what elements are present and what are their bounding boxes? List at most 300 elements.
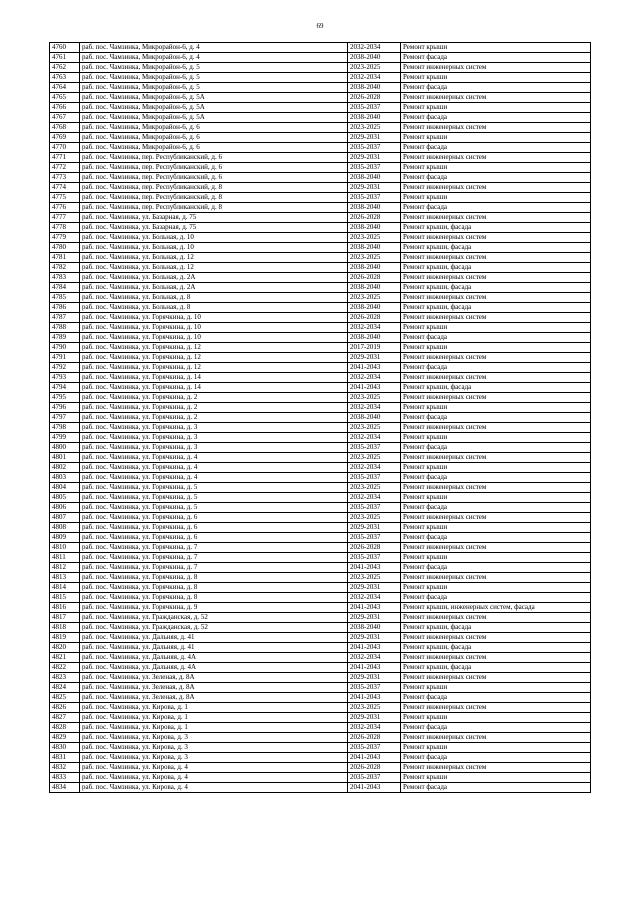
row-number: 4789 bbox=[50, 333, 80, 343]
row-number: 4816 bbox=[50, 603, 80, 613]
address-cell: раб. пос. Чамзинка, ул. Больная, д. 2А bbox=[80, 283, 348, 293]
table-row bbox=[50, 513, 591, 523]
row-number: 4772 bbox=[50, 163, 80, 173]
table-row bbox=[50, 463, 591, 473]
row-number: 4832 bbox=[50, 763, 80, 773]
table-row bbox=[50, 213, 591, 223]
work-type-cell: Ремонт крыши bbox=[401, 103, 591, 113]
address-cell: раб. пос. Чамзинка, ул. Горячкина, д. 2 bbox=[80, 413, 348, 423]
period-cell: 2035-2037 bbox=[348, 503, 401, 513]
address-cell: раб. пос. Чамзинка, ул. Дальняя, д. 4А bbox=[80, 653, 348, 663]
row-number: 4823 bbox=[50, 673, 80, 683]
address-cell: раб. пос. Чамзинка, ул. Дальняя, д. 41 bbox=[80, 633, 348, 643]
repair-schedule-table bbox=[49, 42, 591, 793]
work-type-cell: Ремонт фасада bbox=[401, 413, 591, 423]
row-number: 4787 bbox=[50, 313, 80, 323]
row-number: 4821 bbox=[50, 653, 80, 663]
table-row bbox=[50, 613, 591, 623]
period-cell: 2038-2040 bbox=[348, 83, 401, 93]
table-row bbox=[50, 623, 591, 633]
table-row bbox=[50, 583, 591, 593]
row-number: 4831 bbox=[50, 753, 80, 763]
work-type-cell: Ремонт фасада bbox=[401, 753, 591, 763]
table-row bbox=[50, 603, 591, 613]
work-type-cell: Ремонт инженерных систем bbox=[401, 653, 591, 663]
work-type-cell: Ремонт крыши bbox=[401, 583, 591, 593]
work-type-cell: Ремонт крыши bbox=[401, 193, 591, 203]
row-number: 4796 bbox=[50, 403, 80, 413]
period-cell: 2023-2025 bbox=[348, 123, 401, 133]
address-cell: раб. пос. Чамзинка, ул. Горячкина, д. 3 bbox=[80, 443, 348, 453]
address-cell: раб. пос. Чамзинка, ул. Гражданская, д. 52 bbox=[80, 623, 348, 633]
row-number: 4827 bbox=[50, 713, 80, 723]
work-type-cell: Ремонт крыши bbox=[401, 403, 591, 413]
row-number: 4800 bbox=[50, 443, 80, 453]
address-cell: раб. пос. Чамзинка, ул. Горячкина, д. 2 bbox=[80, 403, 348, 413]
period-cell: 2032-2034 bbox=[348, 493, 401, 503]
work-type-cell: Ремонт крыши bbox=[401, 493, 591, 503]
row-number: 4813 bbox=[50, 573, 80, 583]
table-row bbox=[50, 663, 591, 673]
row-number: 4780 bbox=[50, 243, 80, 253]
row-number: 4775 bbox=[50, 193, 80, 203]
address-cell: раб. пос. Чамзинка, ул. Зеленая, д. 8А bbox=[80, 683, 348, 693]
work-type-cell: Ремонт фасада bbox=[401, 593, 591, 603]
table-row bbox=[50, 373, 591, 383]
period-cell: 2029-2031 bbox=[348, 613, 401, 623]
work-type-cell: Ремонт крыши bbox=[401, 463, 591, 473]
table-row bbox=[50, 303, 591, 313]
period-cell: 2023-2025 bbox=[348, 393, 401, 403]
row-number: 4794 bbox=[50, 383, 80, 393]
work-type-cell: Ремонт крыши, фасада bbox=[401, 643, 591, 653]
address-cell: раб. пос. Чамзинка, ул. Дальняя, д. 4А bbox=[80, 663, 348, 673]
address-cell: раб. пос. Чамзинка, ул. Кирова, д. 3 bbox=[80, 733, 348, 743]
table-row bbox=[50, 313, 591, 323]
work-type-cell: Ремонт инженерных систем bbox=[401, 313, 591, 323]
period-cell: 2023-2025 bbox=[348, 63, 401, 73]
work-type-cell: Ремонт крыши bbox=[401, 73, 591, 83]
row-number: 4768 bbox=[50, 123, 80, 133]
address-cell: раб. пос. Чамзинка, ул. Горячкина, д. 6 bbox=[80, 513, 348, 523]
address-cell: раб. пос. Чамзинка, ул. Горячкина, д. 12 bbox=[80, 343, 348, 353]
table-row bbox=[50, 233, 591, 243]
table-row bbox=[50, 263, 591, 273]
period-cell: 2023-2025 bbox=[348, 293, 401, 303]
address-cell: раб. пос. Чамзинка, ул. Горячкина, д. 8 bbox=[80, 583, 348, 593]
row-number: 4819 bbox=[50, 633, 80, 643]
address-cell: раб. пос. Чамзинка, ул. Горячкина, д. 3 bbox=[80, 423, 348, 433]
period-cell: 2026-2028 bbox=[348, 763, 401, 773]
period-cell: 2023-2025 bbox=[348, 233, 401, 243]
table-row bbox=[50, 43, 591, 53]
period-cell: 2023-2025 bbox=[348, 453, 401, 463]
work-type-cell: Ремонт фасада bbox=[401, 473, 591, 483]
work-type-cell: Ремонт крыши, фасада bbox=[401, 303, 591, 313]
address-cell: раб. пос. Чамзинка, Микрорайон-6, д. 5А bbox=[80, 113, 348, 123]
row-number: 4774 bbox=[50, 183, 80, 193]
period-cell: 2035-2037 bbox=[348, 773, 401, 783]
row-number: 4778 bbox=[50, 223, 80, 233]
period-cell: 2029-2031 bbox=[348, 183, 401, 193]
work-type-cell: Ремонт инженерных систем bbox=[401, 123, 591, 133]
address-cell: раб. пос. Чамзинка, ул. Кирова, д. 1 bbox=[80, 723, 348, 733]
period-cell: 2038-2040 bbox=[348, 333, 401, 343]
work-type-cell: Ремонт крыши bbox=[401, 743, 591, 753]
period-cell: 2035-2037 bbox=[348, 533, 401, 543]
period-cell: 2032-2034 bbox=[348, 723, 401, 733]
work-type-cell: Ремонт фасада bbox=[401, 203, 591, 213]
row-number: 4806 bbox=[50, 503, 80, 513]
row-number: 4777 bbox=[50, 213, 80, 223]
period-cell: 2026-2028 bbox=[348, 93, 401, 103]
period-cell: 2026-2028 bbox=[348, 733, 401, 743]
table-row bbox=[50, 673, 591, 683]
work-type-cell: Ремонт инженерных систем bbox=[401, 393, 591, 403]
period-cell: 2038-2040 bbox=[348, 283, 401, 293]
table-row bbox=[50, 343, 591, 353]
work-type-cell: Ремонт инженерных систем bbox=[401, 733, 591, 743]
table-row bbox=[50, 563, 591, 573]
work-type-cell: Ремонт инженерных систем bbox=[401, 673, 591, 683]
row-number: 4790 bbox=[50, 343, 80, 353]
row-number: 4828 bbox=[50, 723, 80, 733]
work-type-cell: Ремонт инженерных систем bbox=[401, 633, 591, 643]
period-cell: 2026-2028 bbox=[348, 273, 401, 283]
table-row bbox=[50, 173, 591, 183]
table-row bbox=[50, 653, 591, 663]
address-cell: раб. пос. Чамзинка, ул. Горячкина, д. 10 bbox=[80, 333, 348, 343]
row-number: 4770 bbox=[50, 143, 80, 153]
work-type-cell: Ремонт фасада bbox=[401, 723, 591, 733]
row-number: 4798 bbox=[50, 423, 80, 433]
address-cell: раб. пос. Чамзинка, ул. Больная, д. 12 bbox=[80, 263, 348, 273]
row-number: 4762 bbox=[50, 63, 80, 73]
work-type-cell: Ремонт крыши bbox=[401, 553, 591, 563]
work-type-cell: Ремонт инженерных систем bbox=[401, 293, 591, 303]
row-number: 4764 bbox=[50, 83, 80, 93]
period-cell: 2041-2043 bbox=[348, 383, 401, 393]
period-cell: 2032-2034 bbox=[348, 73, 401, 83]
work-type-cell: Ремонт фасада bbox=[401, 783, 591, 793]
work-type-cell: Ремонт инженерных систем bbox=[401, 93, 591, 103]
row-number: 4809 bbox=[50, 533, 80, 543]
row-number: 4826 bbox=[50, 703, 80, 713]
table-row bbox=[50, 293, 591, 303]
period-cell: 2038-2040 bbox=[348, 263, 401, 273]
table-row bbox=[50, 243, 591, 253]
address-cell: раб. пос. Чамзинка, ул. Горячкина, д. 5 bbox=[80, 483, 348, 493]
period-cell: 2032-2034 bbox=[348, 43, 401, 53]
table-row bbox=[50, 143, 591, 153]
work-type-cell: Ремонт инженерных систем bbox=[401, 253, 591, 263]
row-number: 4834 bbox=[50, 783, 80, 793]
period-cell: 2038-2040 bbox=[348, 113, 401, 123]
address-cell: раб. пос. Чамзинка, ул. Горячкина, д. 14 bbox=[80, 383, 348, 393]
table-row bbox=[50, 483, 591, 493]
address-cell: раб. пос. Чамзинка, пер. Республиканский, д. 6 bbox=[80, 173, 348, 183]
address-cell: раб. пос. Чамзинка, ул. Горячкина, д. 5 bbox=[80, 503, 348, 513]
work-type-cell: Ремонт инженерных систем bbox=[401, 183, 591, 193]
period-cell: 2041-2043 bbox=[348, 783, 401, 793]
work-type-cell: Ремонт фасада bbox=[401, 503, 591, 513]
work-type-cell: Ремонт фасада bbox=[401, 83, 591, 93]
work-type-cell: Ремонт крыши bbox=[401, 133, 591, 143]
row-number: 4779 bbox=[50, 233, 80, 243]
work-type-cell: Ремонт инженерных систем bbox=[401, 703, 591, 713]
table-row bbox=[50, 773, 591, 783]
address-cell: раб. пос. Чамзинка, ул. Кирова, д. 4 bbox=[80, 783, 348, 793]
period-cell: 2035-2037 bbox=[348, 193, 401, 203]
work-type-cell: Ремонт крыши bbox=[401, 163, 591, 173]
row-number: 4811 bbox=[50, 553, 80, 563]
period-cell: 2026-2028 bbox=[348, 313, 401, 323]
address-cell: раб. пос. Чамзинка, ул. Горячкина, д. 8 bbox=[80, 593, 348, 603]
row-number: 4810 bbox=[50, 543, 80, 553]
address-cell: раб. пос. Чамзинка, ул. Кирова, д. 1 bbox=[80, 713, 348, 723]
period-cell: 2041-2043 bbox=[348, 753, 401, 763]
period-cell: 2029-2031 bbox=[348, 153, 401, 163]
address-cell: раб. пос. Чамзинка, ул. Кирова, д. 3 bbox=[80, 753, 348, 763]
address-cell: раб. пос. Чамзинка, ул. Больная, д. 10 bbox=[80, 243, 348, 253]
work-type-cell: Ремонт крыши bbox=[401, 43, 591, 53]
work-type-cell: Ремонт крыши, фасада bbox=[401, 223, 591, 233]
row-number: 4763 bbox=[50, 73, 80, 83]
work-type-cell: Ремонт инженерных систем bbox=[401, 763, 591, 773]
address-cell: раб. пос. Чамзинка, пер. Республиканский, д. 8 bbox=[80, 183, 348, 193]
work-type-cell: Ремонт крыши bbox=[401, 713, 591, 723]
address-cell: раб. пос. Чамзинка, ул. Горячкина, д. 10 bbox=[80, 323, 348, 333]
table-row bbox=[50, 443, 591, 453]
row-number: 4783 bbox=[50, 273, 80, 283]
work-type-cell: Ремонт инженерных систем bbox=[401, 453, 591, 463]
table-row bbox=[50, 283, 591, 293]
table-row bbox=[50, 203, 591, 213]
table-row bbox=[50, 763, 591, 773]
work-type-cell: Ремонт инженерных систем bbox=[401, 573, 591, 583]
work-type-cell: Ремонт крыши, фасада bbox=[401, 263, 591, 273]
address-cell: раб. пос. Чамзинка, Микрорайон-6, д. 6 bbox=[80, 143, 348, 153]
table-row bbox=[50, 593, 591, 603]
address-cell: раб. пос. Чамзинка, ул. Кирова, д. 1 bbox=[80, 703, 348, 713]
row-number: 4799 bbox=[50, 433, 80, 443]
work-type-cell: Ремонт фасада bbox=[401, 443, 591, 453]
table-row bbox=[50, 533, 591, 543]
table-row bbox=[50, 413, 591, 423]
row-number: 4802 bbox=[50, 463, 80, 473]
work-type-cell: Ремонт инженерных систем bbox=[401, 373, 591, 383]
period-cell: 2041-2043 bbox=[348, 563, 401, 573]
table-row bbox=[50, 433, 591, 443]
work-type-cell: Ремонт фасада bbox=[401, 333, 591, 343]
period-cell: 2029-2031 bbox=[348, 673, 401, 683]
work-type-cell: Ремонт крыши, инженерных систем, фасада bbox=[401, 603, 591, 613]
period-cell: 2029-2031 bbox=[348, 523, 401, 533]
row-number: 4771 bbox=[50, 153, 80, 163]
work-type-cell: Ремонт крыши bbox=[401, 773, 591, 783]
work-type-cell: Ремонт крыши, фасада bbox=[401, 283, 591, 293]
address-cell: раб. пос. Чамзинка, ул. Горячкина, д. 4 bbox=[80, 463, 348, 473]
period-cell: 2029-2031 bbox=[348, 633, 401, 643]
table-row bbox=[50, 503, 591, 513]
table-row bbox=[50, 333, 591, 343]
period-cell: 2038-2040 bbox=[348, 223, 401, 233]
work-type-cell: Ремонт крыши bbox=[401, 323, 591, 333]
address-cell: раб. пос. Чамзинка, ул. Больная, д. 8 bbox=[80, 303, 348, 313]
address-cell: раб. пос. Чамзинка, пер. Республиканский, д. 6 bbox=[80, 153, 348, 163]
address-cell: раб. пос. Чамзинка, пер. Республиканский, д. 6 bbox=[80, 163, 348, 173]
period-cell: 2035-2037 bbox=[348, 103, 401, 113]
work-type-cell: Ремонт фасада bbox=[401, 693, 591, 703]
work-type-cell: Ремонт инженерных систем bbox=[401, 273, 591, 283]
work-type-cell: Ремонт инженерных систем bbox=[401, 423, 591, 433]
table-row bbox=[50, 643, 591, 653]
table-row bbox=[50, 113, 591, 123]
work-type-cell: Ремонт фасада bbox=[401, 113, 591, 123]
work-type-cell: Ремонт инженерных систем bbox=[401, 613, 591, 623]
table-row bbox=[50, 523, 591, 533]
row-number: 4815 bbox=[50, 593, 80, 603]
period-cell: 2038-2040 bbox=[348, 53, 401, 63]
period-cell: 2032-2034 bbox=[348, 433, 401, 443]
table-row bbox=[50, 83, 591, 93]
row-number: 4801 bbox=[50, 453, 80, 463]
table-row bbox=[50, 153, 591, 163]
row-number: 4782 bbox=[50, 263, 80, 273]
table-row bbox=[50, 393, 591, 403]
address-cell: раб. пос. Чамзинка, ул. Горячкина, д. 5 bbox=[80, 493, 348, 503]
address-cell: раб. пос. Чамзинка, Микрорайон-6, д. 6 bbox=[80, 133, 348, 143]
period-cell: 2035-2037 bbox=[348, 743, 401, 753]
address-cell: раб. пос. Чамзинка, ул. Горячкина, д. 7 bbox=[80, 553, 348, 563]
row-number: 4804 bbox=[50, 483, 80, 493]
work-type-cell: Ремонт фасада bbox=[401, 363, 591, 373]
address-cell: раб. пос. Чамзинка, ул. Дальняя, д. 41 bbox=[80, 643, 348, 653]
address-cell: раб. пос. Чамзинка, ул. Базарная, д. 75 bbox=[80, 223, 348, 233]
table-body bbox=[50, 43, 591, 793]
period-cell: 2026-2028 bbox=[348, 213, 401, 223]
table-row bbox=[50, 473, 591, 483]
address-cell: раб. пос. Чамзинка, ул. Горячкина, д. 8 bbox=[80, 573, 348, 583]
work-type-cell: Ремонт инженерных систем bbox=[401, 63, 591, 73]
period-cell: 2038-2040 bbox=[348, 623, 401, 633]
period-cell: 2029-2031 bbox=[348, 583, 401, 593]
address-cell: раб. пос. Чамзинка, ул. Горячкина, д. 12 bbox=[80, 353, 348, 363]
row-number: 4773 bbox=[50, 173, 80, 183]
row-number: 4784 bbox=[50, 283, 80, 293]
period-cell: 2029-2031 bbox=[348, 133, 401, 143]
table-row bbox=[50, 453, 591, 463]
work-type-cell: Ремонт крыши, фасада bbox=[401, 663, 591, 673]
work-type-cell: Ремонт инженерных систем bbox=[401, 233, 591, 243]
address-cell: раб. пос. Чамзинка, Микрорайон-6, д. 5 bbox=[80, 63, 348, 73]
table-row bbox=[50, 753, 591, 763]
table-row bbox=[50, 403, 591, 413]
period-cell: 2041-2043 bbox=[348, 363, 401, 373]
period-cell: 2032-2034 bbox=[348, 323, 401, 333]
address-cell: раб. пос. Чамзинка, ул. Горячкина, д. 4 bbox=[80, 453, 348, 463]
table-row bbox=[50, 553, 591, 563]
period-cell: 2035-2037 bbox=[348, 143, 401, 153]
period-cell: 2023-2025 bbox=[348, 573, 401, 583]
address-cell: раб. пос. Чамзинка, Микрорайон-6, д. 5 bbox=[80, 83, 348, 93]
work-type-cell: Ремонт инженерных систем bbox=[401, 213, 591, 223]
row-number: 4795 bbox=[50, 393, 80, 403]
address-cell: раб. пос. Чамзинка, Микрорайон-6, д. 4 bbox=[80, 53, 348, 63]
table-row bbox=[50, 353, 591, 363]
table-row bbox=[50, 93, 591, 103]
row-number: 4776 bbox=[50, 203, 80, 213]
row-number: 4765 bbox=[50, 93, 80, 103]
table-row bbox=[50, 323, 591, 333]
period-cell: 2035-2037 bbox=[348, 163, 401, 173]
address-cell: раб. пос. Чамзинка, ул. Горячкина, д. 3 bbox=[80, 433, 348, 443]
row-number: 4767 bbox=[50, 113, 80, 123]
table-row bbox=[50, 783, 591, 793]
row-number: 4814 bbox=[50, 583, 80, 593]
row-number: 4769 bbox=[50, 133, 80, 143]
row-number: 4830 bbox=[50, 743, 80, 753]
address-cell: раб. пос. Чамзинка, ул. Кирова, д. 4 bbox=[80, 763, 348, 773]
address-cell: раб. пос. Чамзинка, ул. Зеленая, д. 8А bbox=[80, 693, 348, 703]
address-cell: раб. пос. Чамзинка, ул. Кирова, д. 3 bbox=[80, 743, 348, 753]
address-cell: раб. пос. Чамзинка, ул. Больная, д. 8 bbox=[80, 293, 348, 303]
period-cell: 2032-2034 bbox=[348, 593, 401, 603]
table-row bbox=[50, 133, 591, 143]
address-cell: раб. пос. Чамзинка, пер. Республиканский, д. 8 bbox=[80, 203, 348, 213]
table-row bbox=[50, 423, 591, 433]
page-number: 69 bbox=[316, 22, 324, 30]
address-cell: раб. пос. Чамзинка, ул. Горячкина, д. 7 bbox=[80, 563, 348, 573]
row-number: 4807 bbox=[50, 513, 80, 523]
period-cell: 2035-2037 bbox=[348, 683, 401, 693]
period-cell: 2041-2043 bbox=[348, 603, 401, 613]
row-number: 4822 bbox=[50, 663, 80, 673]
address-cell: раб. пос. Чамзинка, ул. Зеленая, д. 8А bbox=[80, 673, 348, 683]
address-cell: раб. пос. Чамзинка, пер. Республиканский, д. 8 bbox=[80, 193, 348, 203]
address-cell: раб. пос. Чамзинка, ул. Горячкина, д. 10 bbox=[80, 313, 348, 323]
row-number: 4785 bbox=[50, 293, 80, 303]
table-row bbox=[50, 743, 591, 753]
period-cell: 2038-2040 bbox=[348, 243, 401, 253]
table-row bbox=[50, 733, 591, 743]
table-row bbox=[50, 723, 591, 733]
period-cell: 2038-2040 bbox=[348, 173, 401, 183]
row-number: 4818 bbox=[50, 623, 80, 633]
row-number: 4788 bbox=[50, 323, 80, 333]
work-type-cell: Ремонт фасада bbox=[401, 53, 591, 63]
period-cell: 2017-2019 bbox=[348, 343, 401, 353]
row-number: 4786 bbox=[50, 303, 80, 313]
address-cell: раб. пос. Чамзинка, ул. Горячкина, д. 14 bbox=[80, 373, 348, 383]
period-cell: 2023-2025 bbox=[348, 513, 401, 523]
row-number: 4829 bbox=[50, 733, 80, 743]
table-row bbox=[50, 543, 591, 553]
address-cell: раб. пос. Чамзинка, ул. Больная, д. 10 bbox=[80, 233, 348, 243]
row-number: 4825 bbox=[50, 693, 80, 703]
row-number: 4766 bbox=[50, 103, 80, 113]
table-row bbox=[50, 53, 591, 63]
address-cell: раб. пос. Чамзинка, ул. Горячкина, д. 6 bbox=[80, 523, 348, 533]
row-number: 4793 bbox=[50, 373, 80, 383]
period-cell: 2029-2031 bbox=[348, 713, 401, 723]
table-row bbox=[50, 713, 591, 723]
table-row bbox=[50, 163, 591, 173]
address-cell: раб. пос. Чамзинка, ул. Горячкина, д. 6 bbox=[80, 533, 348, 543]
work-type-cell: Ремонт крыши, фасада bbox=[401, 383, 591, 393]
period-cell: 2023-2025 bbox=[348, 423, 401, 433]
table-row bbox=[50, 273, 591, 283]
